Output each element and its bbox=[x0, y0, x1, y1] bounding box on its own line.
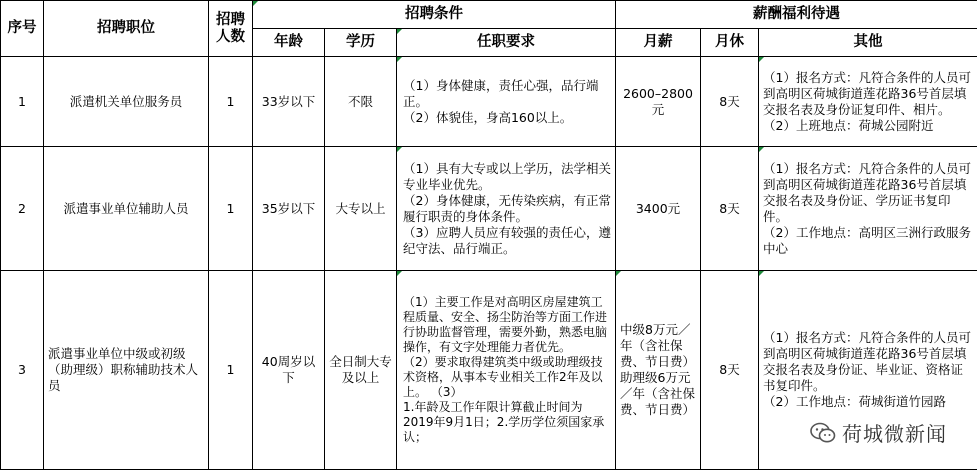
row-rest: 8天 bbox=[701, 147, 759, 271]
row-other bbox=[759, 147, 977, 271]
row-requirements bbox=[397, 147, 616, 271]
row-count: 1 bbox=[209, 147, 253, 271]
other-line: （1）报名方式：凡符合条件的人员可到高明区荷城街道莲花路36号首层填交报名表及身份证、学历证书复印件。 bbox=[763, 160, 971, 224]
row-rest: 8天 bbox=[701, 57, 759, 147]
table-row bbox=[1, 147, 977, 271]
row-education: 大专以上 bbox=[325, 147, 397, 271]
row-position: 派遣机关单位服务员 bbox=[44, 57, 209, 147]
row-age: 33岁以下 bbox=[253, 57, 325, 147]
row-rest: 8天 bbox=[701, 271, 759, 470]
row-no: 2 bbox=[1, 147, 44, 271]
row-age: 40周岁以下 bbox=[253, 271, 325, 470]
header-no: 序号 bbox=[1, 1, 44, 57]
header-age: 年龄 bbox=[253, 29, 325, 57]
requirement-line: （2）体貌佳，身高160以上。 bbox=[403, 109, 573, 125]
header-count-line1: 招聘 bbox=[216, 11, 245, 28]
row-age: 35岁以下 bbox=[253, 147, 325, 271]
row-position: 派遣事业单位中级或初级（助理级）职称辅助技术人员 bbox=[44, 271, 209, 470]
table-row bbox=[1, 57, 977, 147]
header-education: 学历 bbox=[325, 29, 397, 57]
header-count bbox=[209, 1, 253, 57]
row-no: 1 bbox=[1, 57, 44, 147]
row-no: 3 bbox=[1, 271, 44, 470]
requirement-line: （3）应聘人员应有较强的责任心，遵纪守法、品行端正。 bbox=[403, 224, 611, 256]
requirement-line: （2）要求取得建筑类中级或助理级技术资格，从事本专业相关工作2年及以上。 （3） bbox=[403, 355, 603, 399]
row-count: 1 bbox=[209, 57, 253, 147]
row-salary: 3400元 bbox=[616, 147, 701, 271]
header-monthly-rest: 月休 bbox=[701, 29, 759, 57]
header-monthly-salary: 月薪 bbox=[616, 29, 701, 57]
row-education: 全日制大专及以上 bbox=[325, 271, 397, 470]
other-line: （2）上班地点：荷城公园附近 bbox=[763, 117, 934, 133]
row-position: 派遣事业单位辅助人员 bbox=[44, 147, 209, 271]
header-position: 招聘职位 bbox=[44, 1, 209, 57]
other-line: （1）报名方式：凡符合条件的人员可到高明区荷城街道莲花路36号首层填交报名表及身份证、毕业证、资格证书复印件。 bbox=[763, 330, 971, 393]
requirement-line: （1）主要工作是对高明区房屋建筑工程质量、安全、扬尘防治等方面工作进行协助监督管理，需要外勤，熟悉电脑操作，有文字处理能力者优先。 bbox=[403, 295, 608, 354]
requirement-line: （1）身体健康，责任心强，品行端正。 bbox=[403, 77, 599, 109]
requirement-line: 1.年龄及工作年限计算截止时间为2019年9月1日；2.学历学位须国家承认； bbox=[403, 400, 605, 444]
header-requirements: 任职要求 bbox=[397, 29, 616, 57]
row-salary: 2600–2800元 bbox=[616, 57, 701, 147]
row-salary: 中级8万元／年（含社保费、节日费）助理级6万元／年（含社保费、节日费） bbox=[616, 271, 701, 470]
wechat-icon bbox=[810, 422, 836, 444]
header-count-line2: 人数 bbox=[216, 28, 245, 45]
header-other: 其他 bbox=[759, 29, 977, 57]
row-other bbox=[759, 57, 977, 147]
other-line: （2）工作地点：荷城街道竹园路 bbox=[763, 394, 946, 409]
row-count: 1 bbox=[209, 271, 253, 470]
watermark bbox=[808, 416, 953, 449]
requirement-line: （2）身体健康，无传染疾病，有正常履行职责的身体条件。 bbox=[403, 192, 611, 224]
row-requirements bbox=[397, 271, 616, 470]
other-line: （2）工作地点：高明区三洲行政服务中心 bbox=[763, 224, 971, 256]
header-salary-benefits: 薪酬福利待遇 bbox=[616, 1, 977, 29]
watermark-text: 荷城微新闻 bbox=[842, 422, 947, 446]
row-requirements bbox=[397, 57, 616, 147]
header-conditions: 招聘条件 bbox=[253, 1, 616, 29]
row-education: 不限 bbox=[325, 57, 397, 147]
requirement-line: （1）具有大专或以上学历，法学相关专业毕业优先。 bbox=[403, 160, 611, 192]
other-line: （1）报名方式：凡符合条件的人员可到高明区荷城街道莲花路36号首层填交报名表及身份证复印件、相片。 bbox=[763, 69, 971, 117]
